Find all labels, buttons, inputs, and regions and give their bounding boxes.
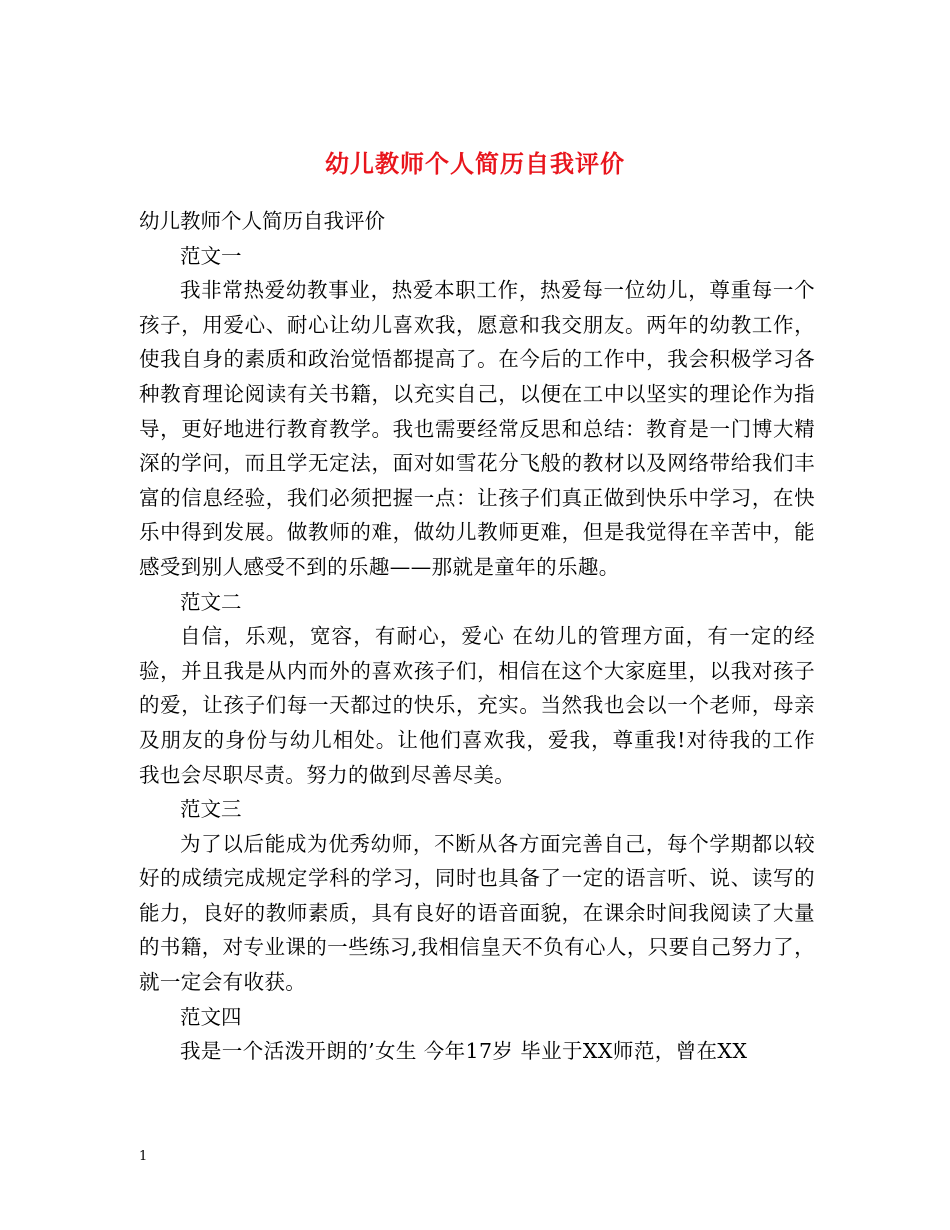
document-body [139,204,815,1069]
section-paragraph-2: 自信，乐观，宽容，有耐心，爱心 在幼儿的管理方面，有一定的经验，并且我是从内而外的喜欢孩子们，相信在这个大家庭里，以我对孩子的爱，让孩子们每一天都过的快乐，充实。当然我也会以一个老师，母亲及朋友的身份与幼儿相处。让他们喜欢我，爱我，尊重我!对待我的工作我也会尽职尽责。努力的做到尽善尽美。 [139,624,815,787]
section-paragraph-3: 为了以后能成为优秀幼师，不断从各方面完善自己，每个学期都以较好的成绩完成规定学科的学习，同时也具备了一定的语言听、说、读写的能力，良好的教师素质，具有良好的语音面貌，在课余时间我阅读了大量的书籍，对专业课的一些练习,我相信皇天不负有心人，只要自己努力了，就一定会有收获。 [139,831,815,995]
section-heading-2: 范文二 [180,589,242,614]
section-heading-3: 范文三 [180,797,242,822]
document-subtitle: 幼儿教师个人简历自我评价 [139,209,385,233]
page-number: 1 [139,1149,148,1164]
section-heading-4: 范文四 [180,1004,242,1029]
section-paragraph-1: 我非常热爱幼教事业，热爱本职工作，热爱每一位幼儿，尊重每一个孩子，用爱心、耐心让幼儿喜欢我，愿意和我交朋友。两年的幼教工作，使我自身的素质和政治觉悟都提高了。在今后的工作中，我会积极学习各种教育理论阅读有关书籍，以充实自己，以便在工中以坚实的理论作为指导，更好地进行教育教学。我也需要经常反思和总结：教育是一门博大精深的学问，而且学无定法，面对如雪花分飞般的教材以及网络带给我们丰富的信息经验，我们必须把握一点：让孩子们真正做到快乐中学习，在快乐中得到发展。做教师的难，做幼儿教师更难，但是我觉得在辛苦中，能感受到别人感受不到的乐趣——那就是童年的乐趣。 [139,278,815,579]
section-paragraph-4: 我是一个活泼开朗的’女生 今年17岁 毕业于XX师范，曾在XX [180,1039,748,1064]
document-title: 幼儿教师个人简历自我评价 [325,149,625,179]
section-heading-1: 范文一 [180,243,242,268]
